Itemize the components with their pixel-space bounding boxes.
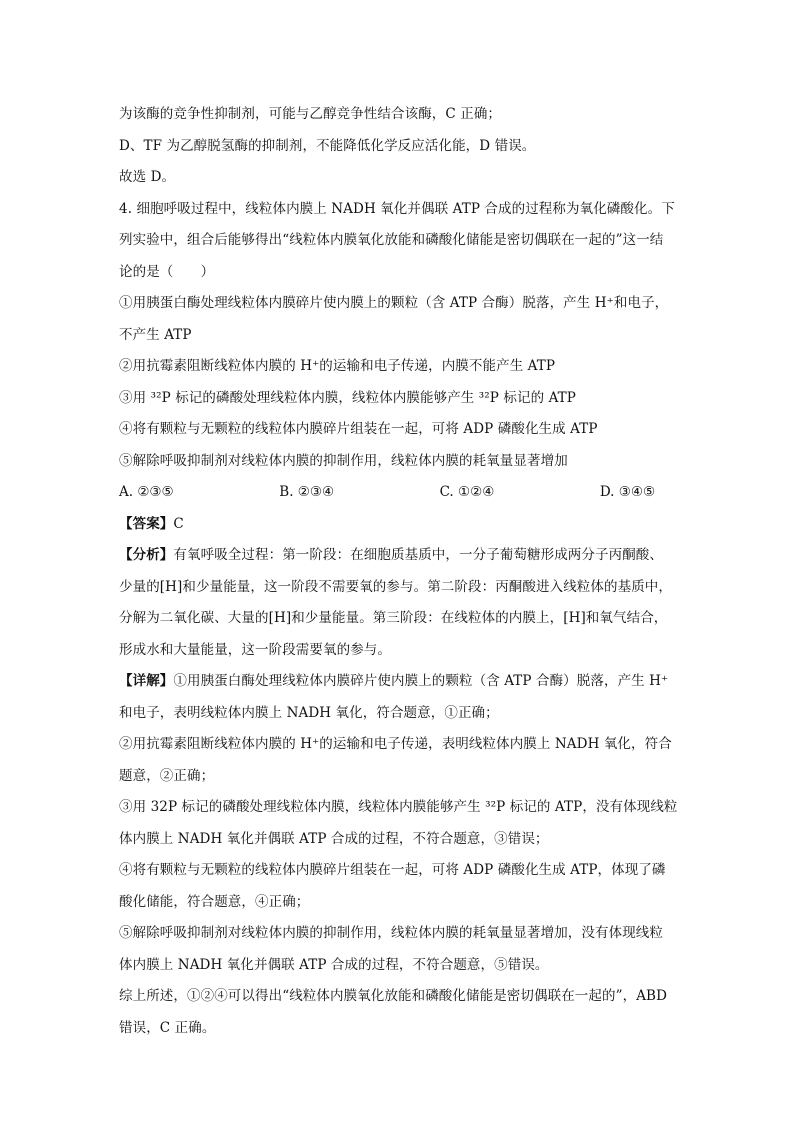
detail-text: ①用胰蛋白酶处理线粒体内膜碎片使内膜上的颗粒（含 ATP 合酶）脱落，产生 H⁺ [173,673,669,689]
answer-tag: 【答案】 [119,515,174,532]
analysis-line [119,540,679,572]
answer-options [119,477,679,509]
experiment-item-3: ③用 ³²P 标记的磷酸处理线粒体内膜，线粒体内膜能够产生 ³²P 标记的 ATP [119,389,576,406]
detail-line: 酸化储能，符合题意，④正确； [119,893,310,910]
document-content [119,99,679,1044]
experiment-item-1: ①用胰蛋白酶处理线粒体内膜碎片使内膜上的颗粒（含 ATP 合酶）脱落，产生 H⁺和电子， [119,295,669,311]
detail-line: 和电子，表明线粒体内膜上 NADH 氧化，符合题意，①正确； [119,704,499,721]
detail-line: ④将有颗粒与无颗粒的线粒体内膜碎片组装在一起，可将 ADP 磷酸化生成 ATP，体现了磷 [119,862,666,878]
question-stem-line: 论的是（ ） [119,263,215,280]
text-line: D、TF 为乙醇脱氢酶的抑制剂，不能降低化学反应活化能，D 错误。 [119,137,536,154]
question-stem-line: 4. 细胞呼吸过程中，线粒体内膜上 NADH 氧化并偶联 ATP 合成的过程称为氧化磷酸化。下 [119,200,675,217]
analysis-tag: 【分析】 [119,547,174,563]
experiment-item-5: ⑤解除呼吸抑制剂对线粒体内膜的抑制作用，线粒体内膜的耗氧量显著增加 [119,452,568,469]
answer-value: C [173,515,184,532]
detail-line: ⑤解除呼吸抑制剂对线粒体内膜的抑制作用，线粒体内膜的耗氧量显著增加，没有体现线粒 [119,925,663,941]
analysis-text: 有氧呼吸全过程：第一阶段：在细胞质基质中，一分子葡萄糖形成两分子丙酮酸、 [173,547,664,563]
answer-line [119,509,679,541]
detail-line: 题意，②正确； [119,767,215,784]
experiment-item-4: ④将有颗粒与无颗粒的线粒体内膜碎片组装在一起，可将 ADP 磷酸化生成 ATP [119,421,598,437]
experiment-item-2: ②用抗霉素阻断线粒体内膜的 H⁺的运输和电子传递，内膜不能产生 ATP [119,358,556,374]
option-d: D. ③④⑤ [599,484,656,500]
option-b: B. ②③④ [279,484,335,500]
text-line: 故选 D。 [119,169,176,185]
summary-line: 综上所述，①②④可以得出“线粒体内膜氧化放能和磷酸化储能是密切偶联在一起的”，ABD [119,988,667,1004]
analysis-line: 少量的[H]和少量能量，这一阶段不需要氧的参与。第二阶段：丙酮酸进入线粒体的基质中， [119,578,673,595]
summary-line: 错误，C 正确。 [119,1019,216,1036]
question-stem-line: 列实验中，组合后能够得出“线粒体内膜氧化放能和磷酸化储能是密切偶联在一起的”这一结 [119,232,664,248]
detail-line [119,666,679,698]
detail-tag: 【详解】 [119,673,174,689]
text-line: 为该酶的竞争性抑制剂，可能与乙醇竞争性结合该酶，C 正确； [119,106,502,122]
detail-line: 体内膜上 NADH 氧化并偶联 ATP 合成的过程，不符合题意，③错误； [119,830,549,847]
detail-line: ③用 32P 标记的磷酸处理线粒体内膜，线粒体内膜能够产生 ³²P 标记的 ATP，没有体现线粒 [119,799,678,815]
analysis-line: 分解为二氧化碳、大量的[H]和少量能量。第三阶段：在线粒体的内膜上，[H]和氧气结合， [119,610,668,626]
experiment-item-1-cont: 不产生 ATP [119,326,192,343]
analysis-line: 形成水和大量能量，这一阶段需要氧的参与。 [119,641,391,658]
detail-line: ②用抗霉素阻断线粒体内膜的 H⁺的运输和电子传递，表明线粒体内膜上 NADH 氧化，符合 [119,736,672,752]
detail-line: 体内膜上 NADH 氧化并偶联 ATP 合成的过程，不符合题意，⑤错误。 [119,956,549,973]
option-a: A. ②③⑤ [119,484,174,500]
option-c: C. ①②④ [439,484,495,500]
